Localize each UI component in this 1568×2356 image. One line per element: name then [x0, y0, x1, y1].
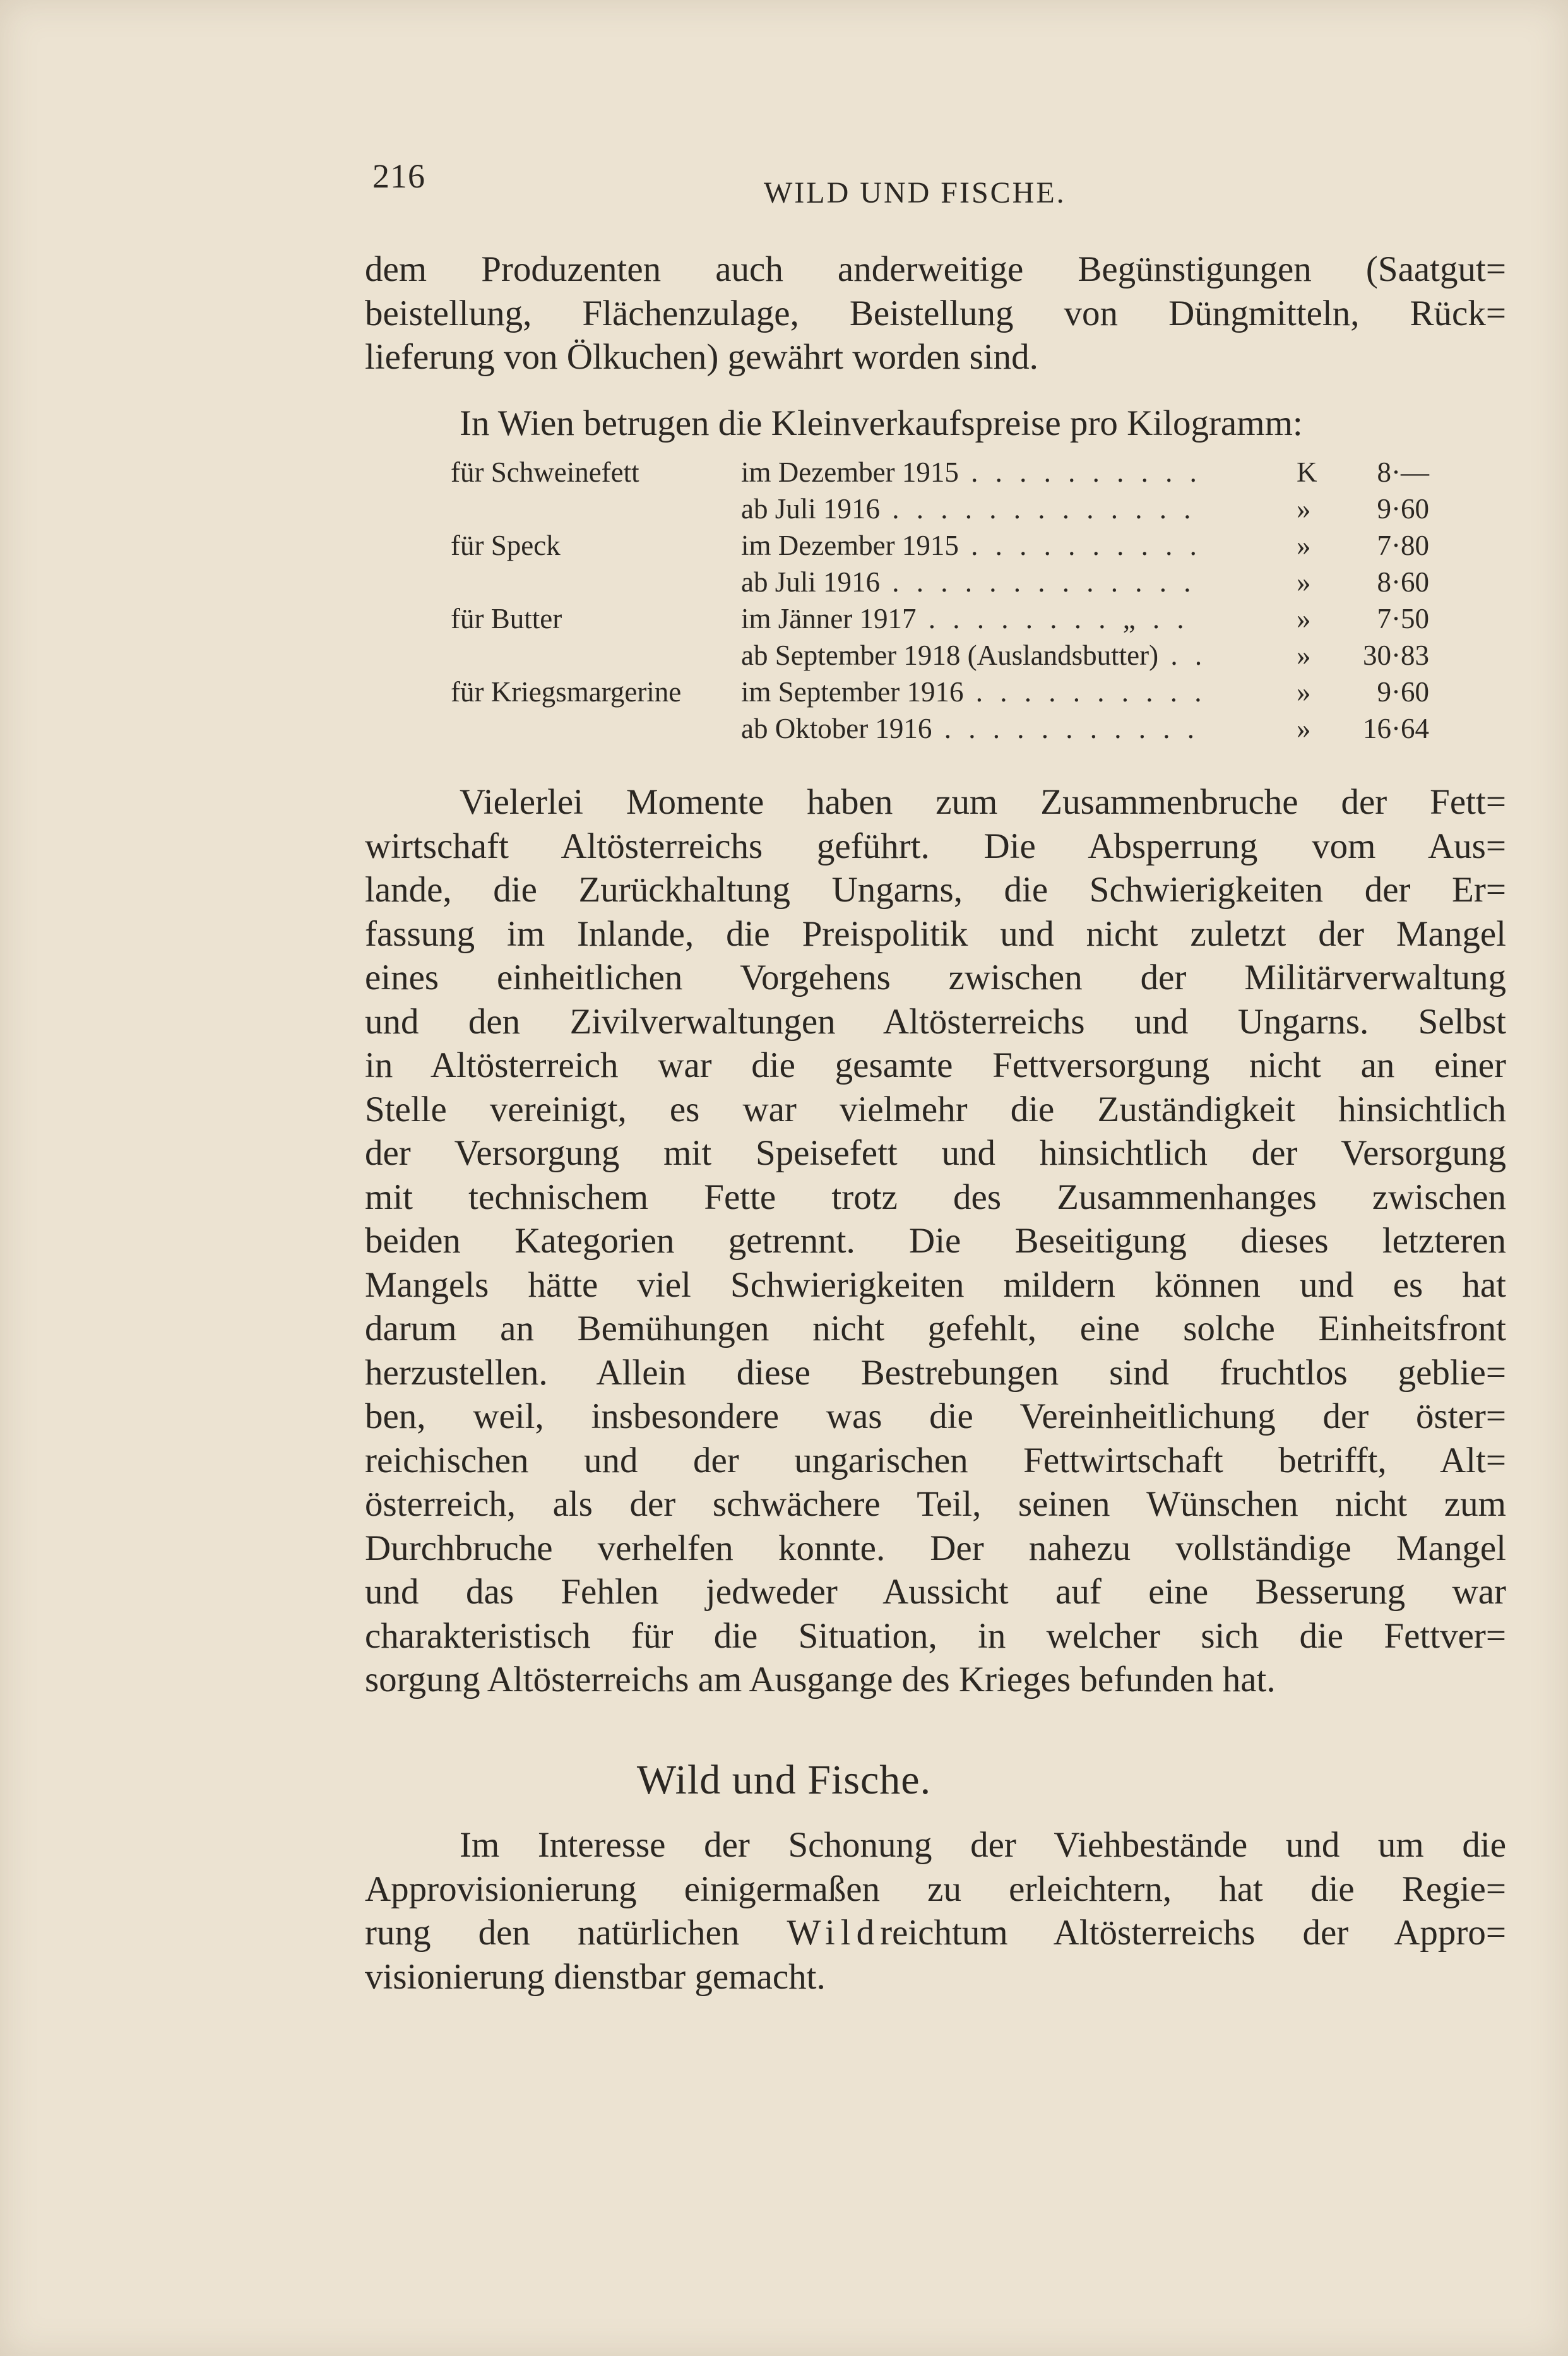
leader-dots: . . . . . . . . . . . . . — [880, 566, 1196, 598]
price-period — [741, 566, 1297, 602]
price-row — [451, 602, 1429, 639]
price-currency: » — [1297, 676, 1311, 708]
price-period-text: ab Juli 1916 — [741, 493, 880, 525]
price-period-text: ab Oktober 1916 — [741, 713, 932, 744]
price-value: 8·60 — [1377, 566, 1429, 598]
leader-dots: . . . . . . . . „ . . — [916, 603, 1189, 634]
paragraph-3-line: lande, die Zurückhaltung Ungarns, die Schwierigkeiten der Er= — [365, 870, 1506, 910]
paragraph-3-line: Durchbruche verhelfen konnte. Der nahezu vollständige Mangel — [365, 1528, 1506, 1568]
price-currency: » — [1297, 640, 1311, 671]
price-value: 7·50 — [1377, 603, 1429, 634]
running-title: WILD UND FISCHE. — [764, 176, 1066, 210]
paragraph-3-line: fassung im Inlande, die Preispolitik und nicht zuletzt der Mangel — [365, 913, 1506, 954]
price-period — [741, 529, 1297, 566]
price-row — [451, 456, 1429, 492]
leader-dots: . . . . . . . . . . . . . — [880, 493, 1196, 525]
price-value: 9·60 — [1377, 676, 1429, 708]
paragraph-4-line: visionierung dienstbar gemacht. — [365, 1956, 826, 1997]
paragraph-3-line: und den Zivilverwaltungen Altösterreichs und Ungarns. Selbst — [365, 1001, 1506, 1042]
price-row — [451, 529, 1429, 566]
price-period — [741, 456, 1297, 492]
price-row — [451, 566, 1429, 602]
paragraph-4 — [365, 1823, 1506, 1999]
paragraph-4-line — [365, 1911, 1506, 1955]
paragraph-3-line: eines einheitlichen Vorgehens zwischen der Militärverwaltung — [365, 958, 1506, 997]
paragraph-4-text: rung den natürlichen — [365, 1913, 740, 1953]
paragraph-3-line: Vielerlei Momente haben zum Zusammenbruche der Fett= — [460, 782, 1506, 822]
price-currency: » — [1297, 566, 1311, 598]
price-row — [451, 675, 1429, 712]
paragraph-3-line: Stelle vereinigt, es war vielmehr die Zuständigkeit hinsichtlich — [365, 1089, 1506, 1129]
price-item: für Speck — [451, 530, 561, 561]
price-row — [451, 639, 1429, 675]
price-value: 9·60 — [1377, 493, 1429, 525]
paragraph-3 — [365, 780, 1506, 1702]
paragraph-3-line: beiden Kategorien getrennt. Die Beseitigung dieses letzteren — [365, 1221, 1506, 1261]
price-currency: » — [1297, 713, 1311, 744]
price-period — [741, 712, 1297, 749]
price-currency: K — [1297, 456, 1317, 488]
price-value: 8·— — [1377, 456, 1429, 488]
price-table — [451, 456, 1429, 749]
price-value: 30·83 — [1363, 640, 1429, 671]
price-period — [741, 492, 1297, 529]
paragraph-3-line: charakteristisch für die Situation, in welcher sich die Fettver= — [365, 1615, 1506, 1656]
price-item — [451, 639, 741, 675]
paragraph-3-line: darum an Bemühungen nicht gefehlt, eine solche Einheitsfront — [365, 1309, 1506, 1348]
price-period-text: ab Juli 1916 — [741, 566, 880, 598]
paragraph-3-line: herzustellen. Allein diese Bestrebungen sind fruchtlos geblie= — [365, 1352, 1506, 1393]
price-item — [451, 712, 741, 749]
paragraph-3-line: ben, weil, insbesondere was die Vereinheitlichung der öster= — [365, 1396, 1506, 1436]
paragraph-3-line: reichischen und der ungarischen Fettwirtschaft betrifft, Alt= — [365, 1440, 1506, 1480]
paragraph-3-line: Mangels hätte viel Schwierigkeiten mildern können und es hat — [365, 1264, 1506, 1305]
price-item: für Kriegsmargerine — [451, 676, 682, 708]
price-currency: » — [1297, 530, 1311, 561]
paragraph-2 — [365, 402, 1506, 446]
paragraph-3-line: der Versorgung mit Speisefett und hinsichtlich der Versorgung — [365, 1133, 1506, 1173]
paragraph-4-line: Im Interesse der Schonung der Viehbestände und um die — [460, 1825, 1506, 1865]
price-period-text: ab September 1918 (Auslandsbutter) — [741, 640, 1159, 671]
price-period — [741, 675, 1297, 712]
page-number: 216 — [372, 157, 425, 195]
leader-dots: . . . . . . . . . . — [963, 676, 1207, 708]
paragraph-1-line: dem Produzenten auch anderweitige Begünstigungen (Saatgut= — [365, 249, 1506, 289]
price-value: 16·64 — [1363, 713, 1429, 744]
price-period-text: im Jänner 1917 — [741, 603, 917, 634]
paragraph-3-line: mit technischem Fette trotz des Zusammenhanges zwischen — [365, 1177, 1506, 1217]
price-period-text: im Dezember 1915 — [741, 530, 959, 561]
paragraph-1 — [365, 247, 1506, 379]
price-currency: » — [1297, 493, 1311, 525]
price-period — [741, 639, 1297, 675]
price-item — [451, 492, 741, 529]
paragraph-2-line: In Wien betrugen die Kleinverkaufspreise pro Kilogramm: — [460, 403, 1303, 443]
leader-dots: . . . . . . . . . . . — [932, 713, 1199, 744]
paragraph-3-line: und das Fehlen jedweder Aussicht auf eine Besserung war — [365, 1572, 1506, 1612]
leader-dots: . . — [1158, 640, 1208, 671]
spaced-emphasis: Wild — [787, 1913, 881, 1953]
paragraph-4-text: reichtum Altösterreichs der Appro= — [880, 1913, 1507, 1953]
price-item: für Schweinefett — [451, 456, 639, 488]
paragraph-3-line: sorgung Altösterreichs am Ausgange des Krieges befunden hat. — [365, 1660, 1276, 1699]
price-table-body — [451, 456, 1429, 749]
leader-dots: . . . . . . . . . . — [958, 456, 1202, 488]
paragraph-3-line: wirtschaft Altösterreichs geführt. Die Absperrung vom Aus= — [365, 826, 1506, 866]
paragraph-1-line: lieferung von Ölkuchen) gewährt worden sind. — [365, 337, 1038, 377]
paragraph-4-line: Approvisionierung einigermaßen zu erleichtern, hat die Regie= — [365, 1869, 1506, 1909]
price-value: 7·80 — [1377, 530, 1429, 561]
price-row — [451, 712, 1429, 749]
price-period-text: im Dezember 1915 — [741, 456, 959, 488]
price-item — [451, 566, 741, 602]
price-item: für Butter — [451, 603, 562, 634]
section-heading: Wild und Fische. — [636, 1757, 932, 1803]
paragraph-3-line: in Altösterreich war die gesamte Fettversorgung nicht an einer — [365, 1045, 1506, 1085]
price-period-text: im September 1916 — [741, 676, 964, 708]
leader-dots: . . . . . . . . . . — [958, 530, 1202, 561]
price-period — [741, 602, 1297, 639]
price-row — [451, 492, 1429, 529]
paragraph-1-line: beistellung, Flächenzulage, Beistellung von Düngmitteln, Rück= — [365, 293, 1506, 333]
paragraph-3-line: österreich, als der schwächere Teil, seinen Wünschen nicht zum — [365, 1484, 1506, 1524]
price-currency: » — [1297, 603, 1311, 634]
